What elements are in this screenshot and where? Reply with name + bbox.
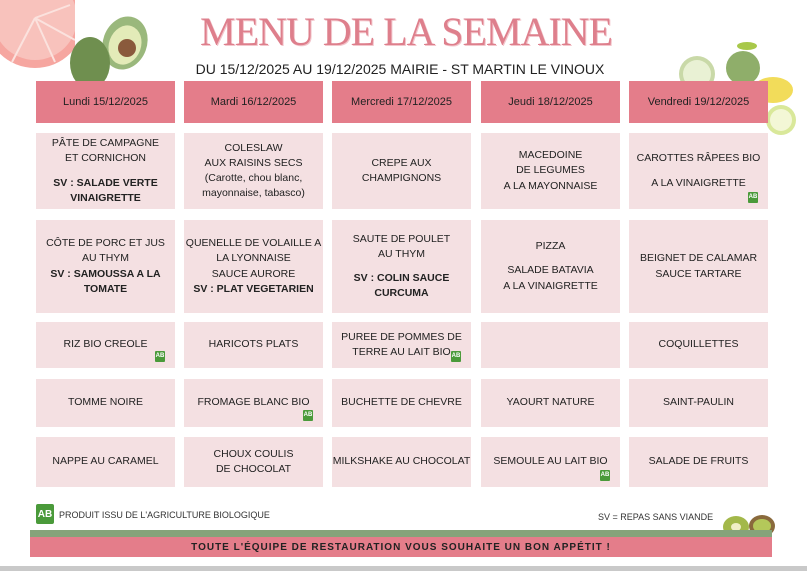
dish-line: SAUCE TARTARE: [655, 267, 742, 280]
menu-cell: [184, 322, 323, 368]
menu-cell: [629, 437, 768, 487]
dish-line: LA LYONNAISE: [216, 252, 291, 265]
dish-line: AU THYM: [377, 247, 426, 260]
dish-line: SAINT-PAULIN: [663, 396, 734, 409]
dish-line: QUENELLE DE VOLAILLE A: [185, 237, 322, 250]
dish-line: A LA MAYONNAISE: [503, 179, 598, 192]
menu-cell: [332, 379, 471, 427]
menu-cell: [629, 322, 768, 368]
menu-cell: [332, 133, 471, 209]
dish-line: CAROTTES RÂPEES BIO: [636, 152, 761, 165]
dish-line: YAOURT NATURE: [506, 396, 595, 409]
dish-line: COQUILLETTES: [658, 338, 739, 351]
organic-badge-icon: AB: [303, 410, 313, 421]
menu-cell: [36, 220, 175, 313]
page-title: MENU DE LA SEMAINE: [200, 9, 612, 54]
menu-cell: [481, 220, 620, 313]
dish-line: CURCUMA: [374, 287, 429, 300]
dish-line: NAPPE AU CARAMEL: [52, 455, 159, 468]
menu-cell: [184, 220, 323, 313]
menu-cell: [184, 437, 323, 487]
avocado-illustration: [65, 8, 155, 90]
dish-line: SAUCE AURORE: [211, 267, 296, 280]
dish-line: VINAIGRETTE: [70, 191, 141, 204]
dish-line: RIZ BIO CREOLE: [63, 338, 148, 351]
menu-cell: [629, 379, 768, 427]
menu-cell: [184, 133, 323, 209]
dish-line: A LA VINAIGRETTE: [651, 176, 746, 189]
menu-cell: [36, 322, 175, 368]
sv-legend: SV = REPAS SANS VIANDE: [598, 512, 714, 522]
dish-line: MILKSHAKE AU CHOCOLAT: [332, 455, 471, 468]
organic-badge-icon: AB: [451, 351, 461, 362]
dish-line: TOMATE: [83, 282, 128, 295]
dish-line: DE LEGUMES: [516, 164, 585, 177]
menu-cell: [481, 437, 620, 487]
dish-line: (Carotte, chou blanc,: [204, 172, 303, 184]
week-subtitle: DU 15/12/2025 AU 19/12/2025 MAIRIE - ST MARTIN LE VINOUX: [195, 61, 605, 77]
menu-cell: [36, 437, 175, 487]
menu-cell: [332, 322, 471, 368]
dish-line: DE CHOCOLAT: [215, 463, 292, 475]
dish-line: SALADE DE FRUITS: [648, 455, 749, 468]
dish-line: SAUTE DE POULET: [352, 232, 451, 245]
menu-cell: [36, 379, 175, 427]
dish-line: SV : SALADE VERTE: [53, 176, 158, 189]
page-bottom-edge: [0, 566, 807, 571]
menu-cell: [332, 437, 471, 487]
dish-line: AUX RAISINS SECS: [204, 156, 303, 169]
menu-cell: [481, 133, 620, 209]
day-header: Mercredi 17/12/2025: [332, 81, 471, 123]
organic-badge-icon: AB: [600, 470, 610, 481]
organic-badge-icon: AB: [155, 351, 165, 362]
dish-line: A LA VINAIGRETTE: [503, 279, 598, 292]
dish-line: mayonnaise, tabasco): [202, 187, 305, 200]
dish-line: COLESLAW: [224, 141, 283, 154]
dish-line: PIZZA: [535, 240, 566, 253]
day-header: Vendredi 19/12/2025: [629, 81, 768, 123]
day-header: Jeudi 18/12/2025: [481, 81, 620, 123]
menu-cell: [332, 220, 471, 313]
organic-badge-icon: AB: [748, 192, 758, 203]
day-header: Mardi 16/12/2025: [184, 81, 323, 123]
dish-line: SV : SAMOUSSA A LA: [50, 267, 161, 280]
menu-cell: [481, 379, 620, 427]
dish-line: BEIGNET DE CALAMAR: [639, 252, 758, 265]
menu-cell: [481, 322, 620, 368]
menu-cell: [629, 133, 768, 209]
dish-line: ET CORNICHON: [65, 152, 146, 165]
dish-line: CHOUX COULIS: [213, 447, 294, 460]
menu-cell: [184, 379, 323, 427]
dish-line: PÂTE DE CAMPAGNE: [51, 137, 160, 150]
grapefruit-illustration: [0, 0, 75, 70]
dish-line: BUCHETTE DE CHEVRE: [341, 396, 462, 409]
dish-line: TERRE AU LAIT BIO: [352, 346, 451, 358]
menu-cell: [629, 220, 768, 313]
organic-label-icon: AB: [36, 504, 54, 524]
dish-line: AU THYM: [81, 252, 130, 265]
dish-line: CHAMPIGNONS: [361, 172, 442, 184]
dish-line: SALADE BATAVIA: [507, 264, 594, 277]
dish-line: PUREE DE POMMES DE: [341, 330, 462, 343]
dish-line: SV : COLIN SAUCE: [353, 272, 450, 284]
dish-line: CÔTE DE PORC ET JUS: [46, 237, 165, 250]
dish-line: MACEDOINE: [518, 149, 583, 162]
dish-line: HARICOTS PLATS: [208, 338, 299, 351]
dish-line: FROMAGE BLANC BIO: [197, 396, 310, 409]
dish-line: CREPE AUX: [371, 156, 432, 169]
dish-line: SEMOULE AU LAIT BIO: [493, 455, 608, 468]
day-header: Lundi 15/12/2025: [36, 81, 175, 123]
organic-legend: PRODUIT ISSU DE L'AGRICULTURE BIOLOGIQUE: [59, 510, 270, 520]
dish-line: TOMME NOIRE: [67, 396, 144, 409]
dish-line: SV : PLAT VEGETARIEN: [193, 282, 314, 295]
footer-message: TOUTE L'ÉQUIPE DE RESTAURATION VOUS SOUHAITE UN BON APPÉTIT !: [30, 537, 772, 557]
menu-cell: [36, 133, 175, 209]
